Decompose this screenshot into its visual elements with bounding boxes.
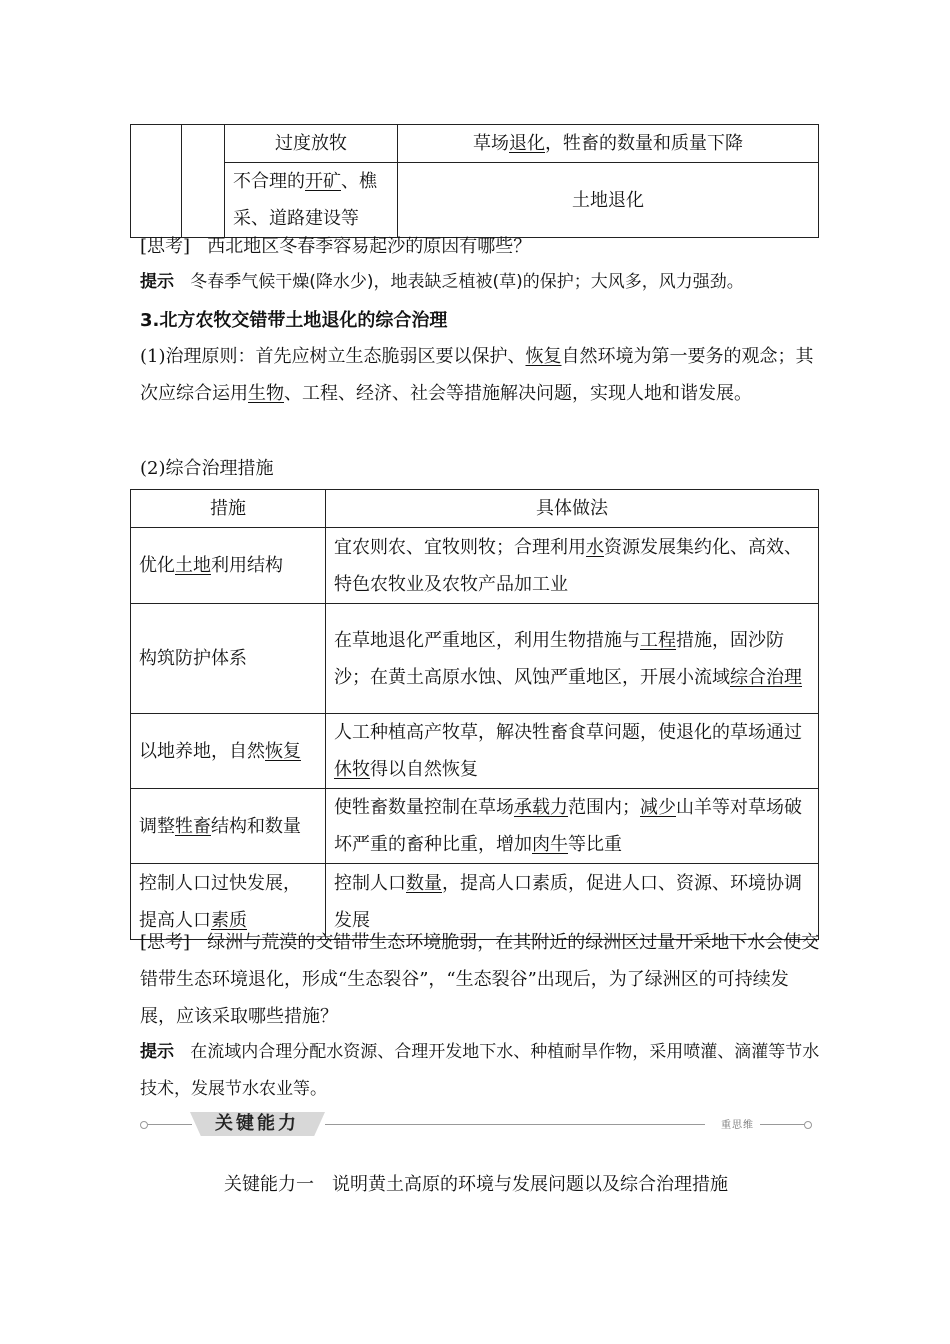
key-ability-banner <box>140 1110 812 1140</box>
measure-cell: 构筑防护体系 <box>131 604 326 714</box>
banner-line-left <box>148 1124 192 1125</box>
top-table-empty-cell-1 <box>131 125 182 238</box>
top-table-measure-2: 不合理的开矿、樵采、道路建设等 <box>225 163 398 238</box>
ability-heading: 关键能力一 说明黄土高原的环境与发展问题以及综合治理措施 <box>224 1174 728 1195</box>
method-cell: 宜农则农、宜牧则牧；合理利用水资源发展集约化、高效、特色农牧业及农牧产品加工业 <box>326 528 819 604</box>
measures-header-col1: 措施 <box>131 490 326 528</box>
method-cell: 在草地退化严重地区，利用生物措施与工程措施，固沙防沙；在黄土高原水蚀、风蚀严重地区，开展小流域综合治理 <box>326 604 819 714</box>
method-cell: 控制人口数量，提高人口素质，促进人口、资源、环境协调发展 <box>326 864 819 940</box>
method-cell: 使牲畜数量控制在草场承载力范围内；减少山羊等对草场破坏严重的畜种比重，增加肉牛等比重 <box>326 789 819 864</box>
banner-title: 关键能力 <box>215 1113 299 1134</box>
measures-header-col2: 具体做法 <box>326 490 819 528</box>
table-row <box>131 528 819 604</box>
measure-cell: 以地养地，自然恢复 <box>131 714 326 789</box>
measures-title: (2)综合治理措施 <box>140 458 274 479</box>
section-3-title: 3.北方农牧交错带土地退化的综合治理 <box>140 310 448 331</box>
table-row <box>131 604 819 714</box>
hint-2: 提示 在流域内合理分配水资源、合理开发地下水、种植耐旱作物，采用喷灌、滴灌等节水技术，发展节水农业等。 <box>140 1042 820 1099</box>
table-row <box>131 789 819 864</box>
banner-right-dot <box>804 1121 812 1129</box>
banner-subtitle: 重思维 <box>721 1120 754 1131</box>
method-cell: 人工种植高产牧草，解决牲畜食草问题，使退化的草场通过休牧得以自然恢复 <box>326 714 819 789</box>
banner-left-dot <box>140 1121 148 1129</box>
banner-line-right <box>760 1124 804 1125</box>
top-table-empty-cell-2 <box>182 125 225 238</box>
top-table <box>130 124 819 238</box>
top-table-measure-1: 过度放牧 <box>225 125 398 163</box>
measure-cell: 控制人口过快发展，提高人口素质 <box>131 864 326 940</box>
think-2: [思考] 绿洲与荒漠的交错带生态环境脆弱，在其附近的绿洲区过量开采地下水会使交错带生态环境退化，形成“生态裂谷”，“生态裂谷”出现后，为了绿洲区的可持续发展，应该采取哪些措施？ <box>140 932 820 1027</box>
measures-table <box>130 489 819 940</box>
hint-1: 提示 冬春季气候干燥(降水少)，地表缺乏植被(草)的保护；大风多，风力强劲。 <box>140 272 744 292</box>
top-table-result-2: 土地退化 <box>398 163 819 238</box>
top-table-result-1: 草场退化，牲畜的数量和质量下降 <box>398 125 819 163</box>
measure-cell: 调整牲畜结构和数量 <box>131 789 326 864</box>
table-row <box>131 714 819 789</box>
banner-line-middle <box>325 1124 705 1125</box>
think-1: [思考] 西北地区冬春季容易起沙的原因有哪些？ <box>140 236 532 257</box>
principle-paragraph: (1)治理原则：首先应树立生态脆弱区要以保护、恢复自然环境为第一要务的观念；其次应综合运用生物、工程、经济、社会等措施解决问题，实现人地和谐发展。 <box>140 346 814 404</box>
measures-table-header <box>131 490 819 528</box>
measure-cell: 优化土地利用结构 <box>131 528 326 604</box>
